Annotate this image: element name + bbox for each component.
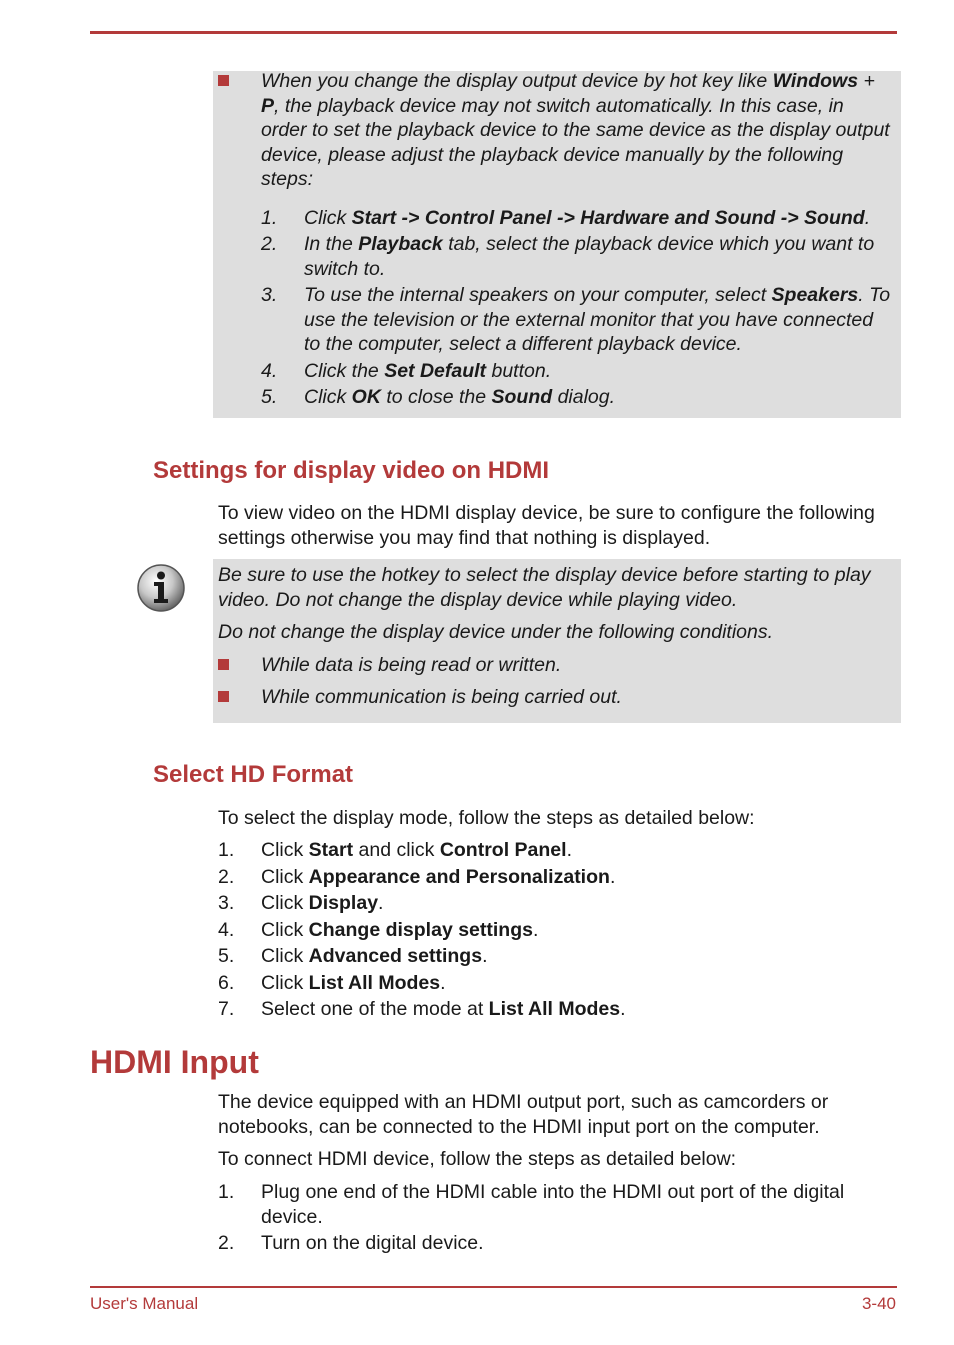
list-item: 2. In the Playback tab, select the playback device which you want to switch to. — [261, 233, 875, 280]
list-item: 1. Click Start and click Control Panel. — [218, 839, 572, 861]
list-item: 2. Turn on the digital device. — [218, 1232, 484, 1254]
list-item: 5. Click OK to close the Sound dialog. — [261, 386, 616, 408]
list-item: 4. Click Change display settings. — [218, 918, 539, 941]
list-item: 7. Select one of the mode at List All Modes. — [218, 998, 626, 1020]
info-icon — [136, 563, 186, 613]
section-paragraph: The device equipped with an HDMI output port, such as camcorders or notebooks, can be connected to the HDMI input port on the computer. — [218, 1091, 829, 1138]
list-item: 1. Click Start -> Control Panel -> Hardware and Sound -> Sound. — [261, 206, 871, 229]
footer-rule — [90, 1286, 897, 1288]
header-rule — [90, 31, 897, 34]
note-bullet — [213, 69, 891, 192]
note-box-playback — [213, 71, 901, 418]
page-number: 3-40 — [861, 1294, 896, 1313]
bullet-square-icon — [218, 691, 229, 702]
note-bullet: While communication is being carried out. — [213, 685, 891, 710]
list-item: 2. Click Appearance and Personalization. — [218, 865, 616, 888]
list-item: 3. Click Display. — [218, 892, 384, 914]
hdmi-input-steps — [218, 1180, 898, 1256]
bullet-square-icon — [218, 75, 229, 86]
note-paragraph: Do not change the display device under the following conditions. — [218, 621, 774, 643]
hd-format-steps — [218, 838, 898, 1022]
list-item: 5. Click Advanced settings. — [218, 945, 488, 967]
section-heading-hdmi-video: Settings for display video on HDMI — [153, 457, 550, 484]
section-heading-hdmi-input: HDMI Input — [90, 1044, 259, 1080]
section-heading-hd-format: Select HD Format — [153, 761, 354, 788]
bullet-square-icon — [218, 659, 229, 670]
list-item: 3. To use the internal speakers on your computer, select Speakers. To use the television or the external monitor that you have connected to the computer, select a different playback device. — [261, 284, 891, 355]
footer-manual-title: User's Manual — [90, 1294, 199, 1313]
note-steps-list — [261, 206, 891, 410]
list-item: 6. Click List All Modes. — [218, 971, 446, 994]
note-box-hotkey — [213, 559, 901, 723]
list-item: 4. Click the Set Default button. — [261, 359, 552, 382]
note-bullet-text: When you change the display output device by hot key like Windows + P, the playback device may not switch automatically. In this case, in order to set the playback device to the same device as the display output device, please adjust the playback device manually by the following steps: — [261, 70, 890, 190]
section-intro: To select the display mode, follow the steps as detailed below: — [218, 807, 755, 829]
section-paragraph: To connect HDMI device, follow the steps as detailed below: — [218, 1148, 737, 1170]
note-paragraph: Be sure to use the hotkey to select the display device before starting to play video. Do not change the display device while playing video. — [218, 564, 871, 611]
note-bullet: While data is being read or written. — [213, 653, 891, 678]
list-item: 1. Plug one end of the HDMI cable into the HDMI out port of the digital device. — [218, 1181, 845, 1228]
section-intro: To view video on the HDMI display device, be sure to configure the following settings otherwise you may find that nothing is displayed. — [218, 502, 875, 549]
